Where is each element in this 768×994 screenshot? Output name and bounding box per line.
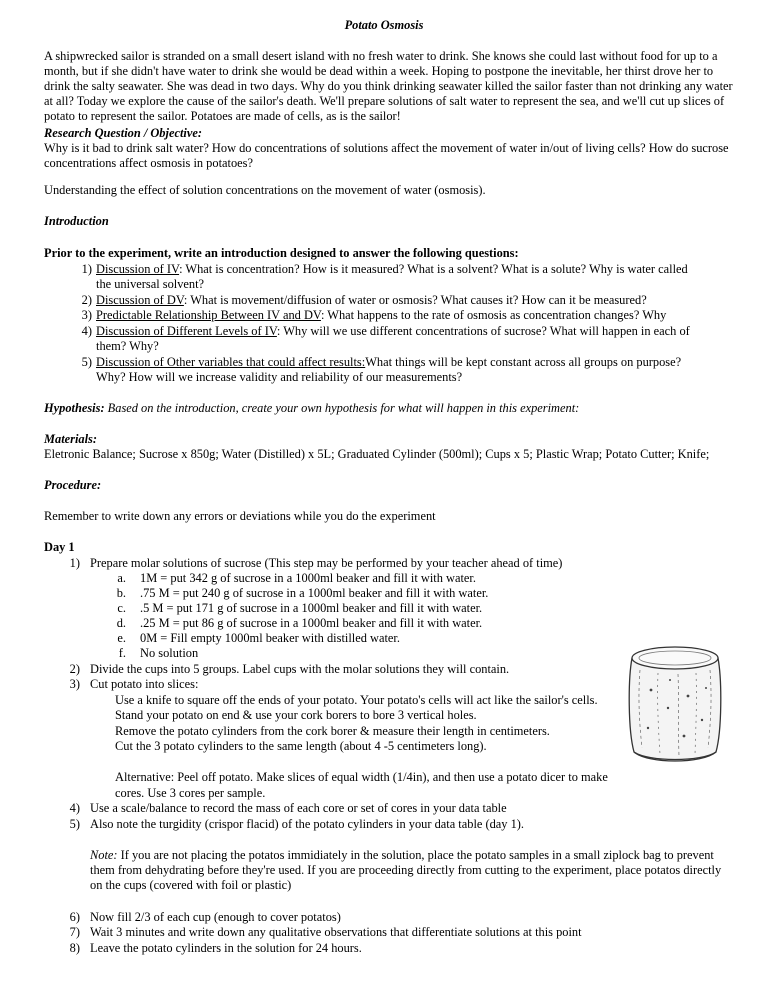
sub-text: 1M = put 342 g of sucrose in a 1000ml beaker and fill it with water. [140,571,476,585]
materials-text: Eletronic Balance; Sucrose x 850g; Water (Distilled) x 5L; Graduated Cylinder (500ml); Cups x 5; Plastic Wrap; Potato Cutter; Knife; [44,447,710,461]
step-number: 5) [69,817,80,831]
materials-heading: Materials: [44,432,98,446]
step-number: 1) [69,556,80,570]
item-text: : Why will we use different concentrations of sucrose? What will happen in each of [276,324,690,338]
step3-line: Stand your potato on end & use your cork borers to bore 3 vertical holes. [115,708,477,722]
note-paragraph [90,848,730,893]
potato-cylinder-illustration [618,640,730,768]
list-number: 5) [81,355,92,369]
sub-text: .25 M = put 86 g of sucrose in a 1000ml beaker and fill it with water. [140,616,483,630]
note-label: Note: [90,848,118,862]
understanding-text: Understanding the effect of solution concentrations on the movement of water (osmosis). [44,183,486,197]
research-heading: Research Question / Objective: [44,126,202,140]
step-text: Prepare molar solutions of sucrose (This step may be performed by your teacher ahead of time) [90,556,563,570]
item-label: Discussion of IV [96,262,180,276]
sub-letter: e. [117,631,126,645]
alternative-line: Alternative: Peel off potato. Make slices of equal width (1/4in), and then use a potato dicer to make [115,770,608,784]
list-item [96,293,736,308]
step-text: Use a scale/balance to record the mass of each core or set of cores in your data table [90,801,507,815]
step-text: Divide the cups into 5 groups. Label cups with the molar solutions they will contain. [90,662,510,676]
sub-letter: c. [117,601,126,615]
sub-text: 0M = Fill empty 1000ml beaker with distilled water. [140,631,400,645]
step-number: 6) [69,910,80,924]
sub-letter: b. [116,586,126,600]
sub-letter: d. [116,616,126,630]
note-text: If you are not placing the potatos immidiately in the solution, place the potato samples in a small ziplock bag to prevent them from dehydrating before they're used. If you are proceeding directly from cutting to the experiment, place potatos directly on the cups (covered with foil or plastic) [90,848,722,892]
page-title: Potato Osmosis [344,18,424,32]
step3-line: Cut the 3 potato cylinders to the same length (about 4 -5 centimeters long). [115,739,487,753]
list-item [96,324,736,339]
list-item [96,262,736,277]
list-number: 3) [81,308,92,322]
research-text: Why is it bad to drink salt water? How do concentrations of solutions affect the movement of water in/out of living cells? How do sucrose concentrations affect osmosis in potatoes? [44,141,729,170]
step-number: 8) [69,941,80,955]
sub-letter: a. [117,571,126,585]
step-text: Also note the turgidity (crispor flacid) of the potato cylinders in your data table (day 1). [90,817,525,831]
alternative-line: cores. Use 3 cores per sample. [115,786,266,800]
sub-letter: f. [118,646,126,660]
introduction-prompt: Prior to the experiment, write an introduction designed to answer the following questions: [44,246,519,260]
step-number: 4) [69,801,80,815]
procedure-reminder: Remember to write down any errors or deviations while you do the experiment [44,509,436,523]
hypothesis-text: Based on the introduction, create your own hypothesis for what will happen in this experiment: [104,401,580,415]
day-heading: Day 1 [44,540,75,554]
sub-text: .5 M = put 171 g of sucrose in a 1000ml beaker and fill it with water. [140,601,483,615]
list-number: 4) [81,324,92,338]
list-item [96,355,736,370]
step-number: 2) [69,662,80,676]
item-label: Predictable Relationship Between IV and DV [96,308,321,322]
list-number: 2) [81,293,92,307]
step-text: Now fill 2/3 of each cup (enough to cover potatos) [90,910,341,924]
list-number: 1) [81,262,92,276]
hypothesis-label: Hypothesis: [44,401,105,415]
item-text: : What happens to the rate of osmosis as concentration changes? Why [320,308,667,322]
introduction-heading: Introduction [44,214,109,228]
item-text: : What is movement/diffusion of water or osmosis? What causes it? How can it be measured? [183,293,647,307]
procedure-heading: Procedure: [44,478,102,492]
sub-text: .75 M = put 240 g of sucrose in a 1000ml beaker and fill it with water. [140,586,489,600]
step-text: Leave the potato cylinders in the solution for 24 hours. [90,941,362,955]
step-number: 3) [69,677,80,691]
item-continuation: Why? How will we increase validity and reliability of our measurements? [96,370,463,384]
step-number: 7) [69,925,80,939]
intro-paragraph: A shipwrecked sailor is stranded on a small desert island with no fresh water to drink. She knows she could last without food for up to a month, but if she didn't have water to drink she would be dead within a week. Hoping to postpone the inevitable, her thirst drove her to drink the salty seawater. She was dead in two days. Why do you think drinking seawater killed the sailor faster than not drinking any water at all? Today we explore the cause of the sailor's death. We'll prepare solutions of salt water to represent the sea, and we'll cut up slices of potato to represent the sailor. Potatoes are made of cells, as is the sailor! [44,49,733,123]
step3-line: Remove the potato cylinders from the cork borer & measure their length in centimeters. [115,724,550,738]
item-text: What things will be kept constant across all groups on purpose? [365,355,682,369]
item-continuation: them? Why? [96,339,159,353]
sub-text: No solution [140,646,199,660]
list-item [96,308,736,323]
hypothesis-line [44,401,734,416]
item-text: : What is concentration? How is it measured? What is a solvent? What is a solute? Why is water called [179,262,688,276]
item-label: Discussion of Different Levels of IV [96,324,277,338]
step3-line: Use a knife to square off the ends of your potato. Your potato's cells will act like the sailor's cells. [115,693,598,707]
step-text: Wait 3 minutes and write down any qualitative observations that differentiate solutions at this point [90,925,582,939]
step-text: Cut potato into slices: [90,677,199,691]
item-continuation: the universal solvent? [96,277,205,291]
item-label: Discussion of DV [96,293,184,307]
item-label: Discussion of Other variables that could affect results: [96,355,366,369]
